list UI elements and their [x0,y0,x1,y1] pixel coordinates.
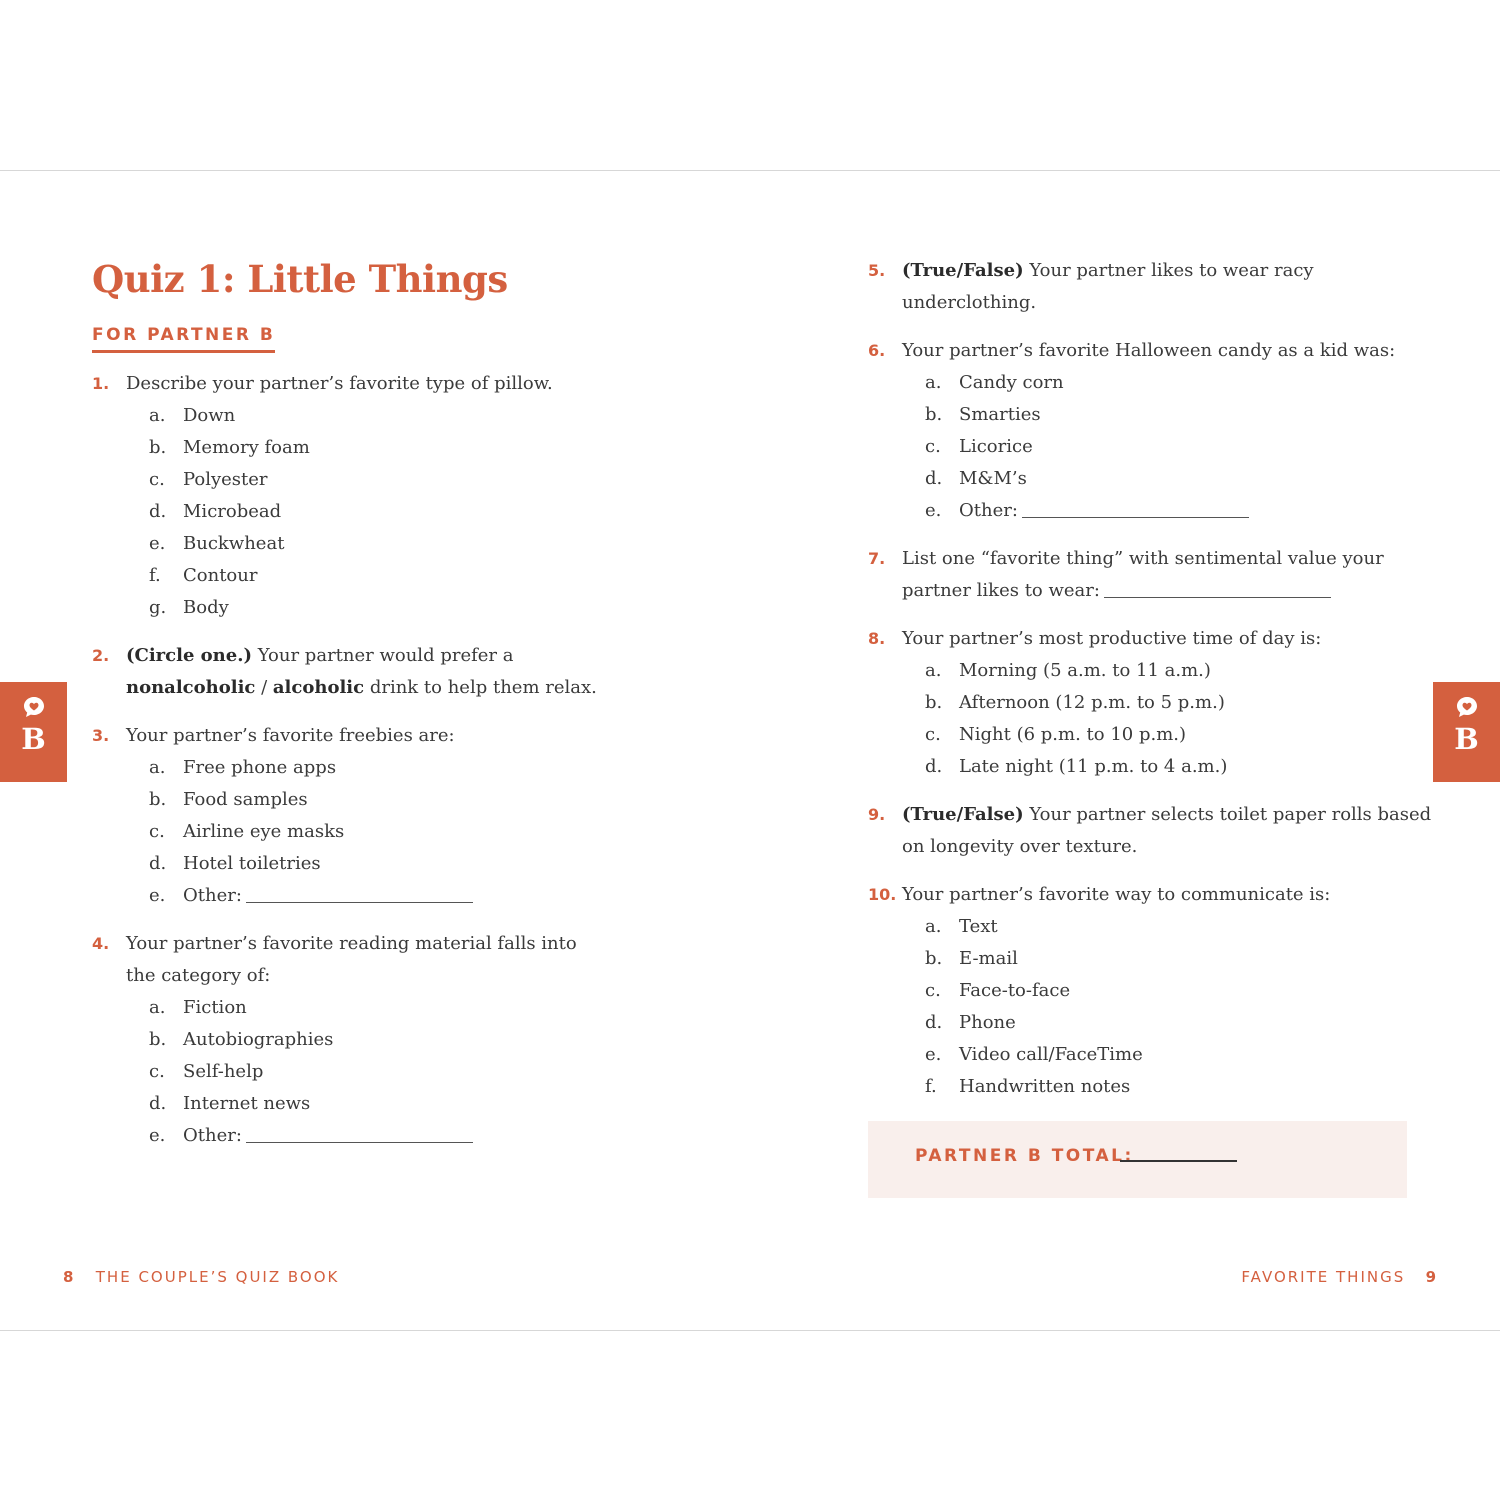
option-text: Internet news [183,1093,311,1114]
option-text: Night (6 p.m. to 10 p.m.) [959,724,1187,745]
option-letter: e. [149,1125,166,1146]
question-text: Your partner’s favorite reading material falls into the category of: [126,933,577,986]
partner-label: FOR PARTNER B [92,325,275,353]
question-number: 9. [868,805,886,824]
section-title: FAVORITE THINGS [1241,1268,1406,1286]
option-text: Fiction [183,997,247,1018]
option-text: Other: [183,1125,242,1146]
question-text-part: Your partner selects toilet paper rolls based on longevity over texture. [902,804,1432,857]
option-item[interactable] [902,911,1428,943]
option-item[interactable] [902,975,1428,1007]
option-letter: g. [149,597,167,618]
right-question-column [868,255,1432,1119]
option-text: Airline eye masks [183,821,345,842]
question-text: Describe your partner’s favorite type of pillow. [126,373,553,394]
option-text: Other: [959,500,1018,521]
option-list [126,752,652,912]
option-letter: b. [149,437,167,458]
page-number: 8 [63,1268,76,1286]
quiz-title: Quiz 1: Little Things [92,257,508,301]
option-letter: a. [925,660,942,681]
choice-separator: / [255,677,273,698]
option-text: Morning (5 a.m. to 11 a.m.) [959,660,1211,681]
option-text: Other: [183,885,242,906]
option-letter: a. [149,757,166,778]
option-item[interactable] [126,432,652,464]
option-item[interactable] [126,592,652,624]
page-number: 9 [1425,1268,1438,1286]
question-number: 7. [868,549,886,568]
choice-nonalcoholic[interactable]: nonalcoholic [126,677,256,698]
question-text: Your partner’s most productive time of day is: [902,628,1322,649]
option-list [126,400,652,624]
option-letter: b. [925,948,943,969]
question-10 [868,879,1428,1103]
option-item[interactable] [126,752,652,784]
question-number: 10. [868,885,897,904]
option-text: E-mail [959,948,1018,969]
question-text-part: List one “favorite thing” with sentimental value your partner likes to wear: [902,548,1384,601]
side-tab-right [1433,682,1500,782]
question-4 [92,928,606,1152]
option-letter: b. [925,692,943,713]
option-text: M&M’s [959,468,1027,489]
question-6 [868,335,1428,527]
tab-letter: B [21,722,46,756]
option-text: Self-help [183,1061,264,1082]
question-text-part: Your partner likes to wear racy underclothing. [902,260,1314,313]
question-number: 6. [868,341,886,360]
question-text: Your partner’s favorite freebies are: [126,725,455,746]
instruction-bold: (True/False) [902,804,1024,825]
option-text: Afternoon (12 p.m. to 5 p.m.) [959,692,1225,713]
option-list [902,911,1428,1103]
option-letter: c. [149,1061,165,1082]
partner-total-write-in-line[interactable] [1120,1160,1237,1162]
option-letter: d. [925,1012,943,1033]
option-text: Face-to-face [959,980,1071,1001]
option-item[interactable] [126,992,606,1024]
book-title: THE COUPLE’S QUIZ BOOK [95,1268,340,1286]
question-3 [92,720,652,912]
partner-total-label: PARTNER B TOTAL: [915,1146,1134,1166]
question-text: Your partner’s favorite Halloween candy as a kid was: [902,340,1396,361]
option-item[interactable] [126,848,652,880]
option-list [902,367,1428,527]
option-letter: c. [925,980,941,1001]
option-letter: e. [149,885,166,906]
option-item[interactable] [126,784,652,816]
option-letter: a. [149,997,166,1018]
option-letter: d. [149,853,167,874]
option-item[interactable] [902,687,1428,719]
option-item[interactable] [902,399,1428,431]
instruction-bold: (Circle one.) [126,645,253,666]
question-text: Your partner’s favorite way to communicate is: [902,884,1331,905]
option-item[interactable] [126,496,652,528]
option-text: Microbead [183,501,282,522]
option-item[interactable] [126,528,652,560]
option-text: Handwritten notes [959,1076,1131,1097]
question-5 [868,255,1342,319]
option-letter: d. [149,501,167,522]
question-number: 4. [92,934,110,953]
option-item[interactable] [902,431,1428,463]
other-write-in-line[interactable] [246,901,473,903]
option-letter: b. [149,1029,167,1050]
other-write-in-line[interactable] [1022,516,1249,518]
question-2 [92,640,646,704]
footer-left [63,1268,339,1286]
question-8 [868,623,1428,783]
option-letter: c. [925,724,941,745]
book-spread [0,170,1500,1331]
option-letter: b. [149,789,167,810]
option-item[interactable] [126,1056,606,1088]
question-number: 1. [92,374,110,393]
tab-letter: B [1454,722,1479,756]
option-letter: a. [925,916,942,937]
option-list [902,655,1428,783]
option-item[interactable] [902,1071,1428,1103]
option-letter: a. [925,372,942,393]
option-letter: c. [149,469,165,490]
side-tab-left [0,682,67,782]
option-text: Text [959,916,998,937]
option-item[interactable] [902,1007,1428,1039]
question-text-part: Your partner would prefer a [252,645,514,666]
option-letter: c. [149,821,165,842]
option-text: Memory foam [183,437,310,458]
question-text [902,799,1432,863]
option-letter: d. [149,1093,167,1114]
option-list [126,992,606,1152]
option-item[interactable] [902,655,1428,687]
choice-alcoholic[interactable]: alcoholic [272,677,365,698]
option-item[interactable] [126,816,652,848]
option-text: Polyester [183,469,268,490]
answer-write-in-line[interactable] [1104,596,1331,598]
partner-total-box [868,1121,1407,1198]
question-7 [868,543,1402,607]
option-letter: c. [925,436,941,457]
question-text [902,255,1342,319]
option-item[interactable] [126,1120,606,1152]
option-text: Smarties [959,404,1041,425]
option-letter: a. [149,405,166,426]
option-text: Free phone apps [183,757,337,778]
option-text: Buckwheat [183,533,285,554]
question-number: 8. [868,629,886,648]
question-number: 3. [92,726,110,745]
option-item[interactable] [902,367,1428,399]
option-letter: e. [149,533,166,554]
instruction-bold: (True/False) [902,260,1024,281]
question-text [126,640,646,704]
question-text [902,543,1402,607]
option-item[interactable] [126,1088,606,1120]
option-item[interactable] [126,560,652,592]
option-text: Contour [183,565,258,586]
option-item[interactable] [126,400,652,432]
option-item[interactable] [902,719,1428,751]
option-letter: e. [925,500,942,521]
question-number: 5. [868,261,886,280]
option-item[interactable] [902,943,1428,975]
option-item[interactable] [902,463,1428,495]
other-write-in-line[interactable] [246,1141,473,1143]
option-text: Video call/FaceTime [959,1044,1143,1065]
question-number: 2. [92,646,110,665]
question-text-part: drink to help them relax. [364,677,597,698]
option-item[interactable] [126,880,652,912]
option-item[interactable] [126,464,652,496]
option-text: Body [183,597,229,618]
option-letter: b. [925,404,943,425]
option-text: Late night (11 p.m. to 4 a.m.) [959,756,1228,777]
question-1 [92,368,652,624]
option-letter: f. [149,565,161,586]
option-text: Food samples [183,789,308,810]
heart-speech-bubble-icon [22,695,46,719]
option-text: Licorice [959,436,1033,457]
option-letter: d. [925,756,943,777]
option-item[interactable] [902,751,1428,783]
option-text: Candy corn [959,372,1064,393]
option-text: Hotel toiletries [183,853,321,874]
option-item[interactable] [126,1024,606,1056]
option-text: Down [183,405,236,426]
question-9 [868,799,1432,863]
footer-right [1241,1268,1438,1286]
heart-speech-bubble-icon [1455,695,1479,719]
left-question-column [92,368,652,1168]
option-letter: d. [925,468,943,489]
option-item[interactable] [902,495,1428,527]
option-letter: f. [925,1076,937,1097]
option-item[interactable] [902,1039,1428,1071]
option-text: Phone [959,1012,1016,1033]
option-letter: e. [925,1044,942,1065]
option-text: Autobiographies [183,1029,334,1050]
